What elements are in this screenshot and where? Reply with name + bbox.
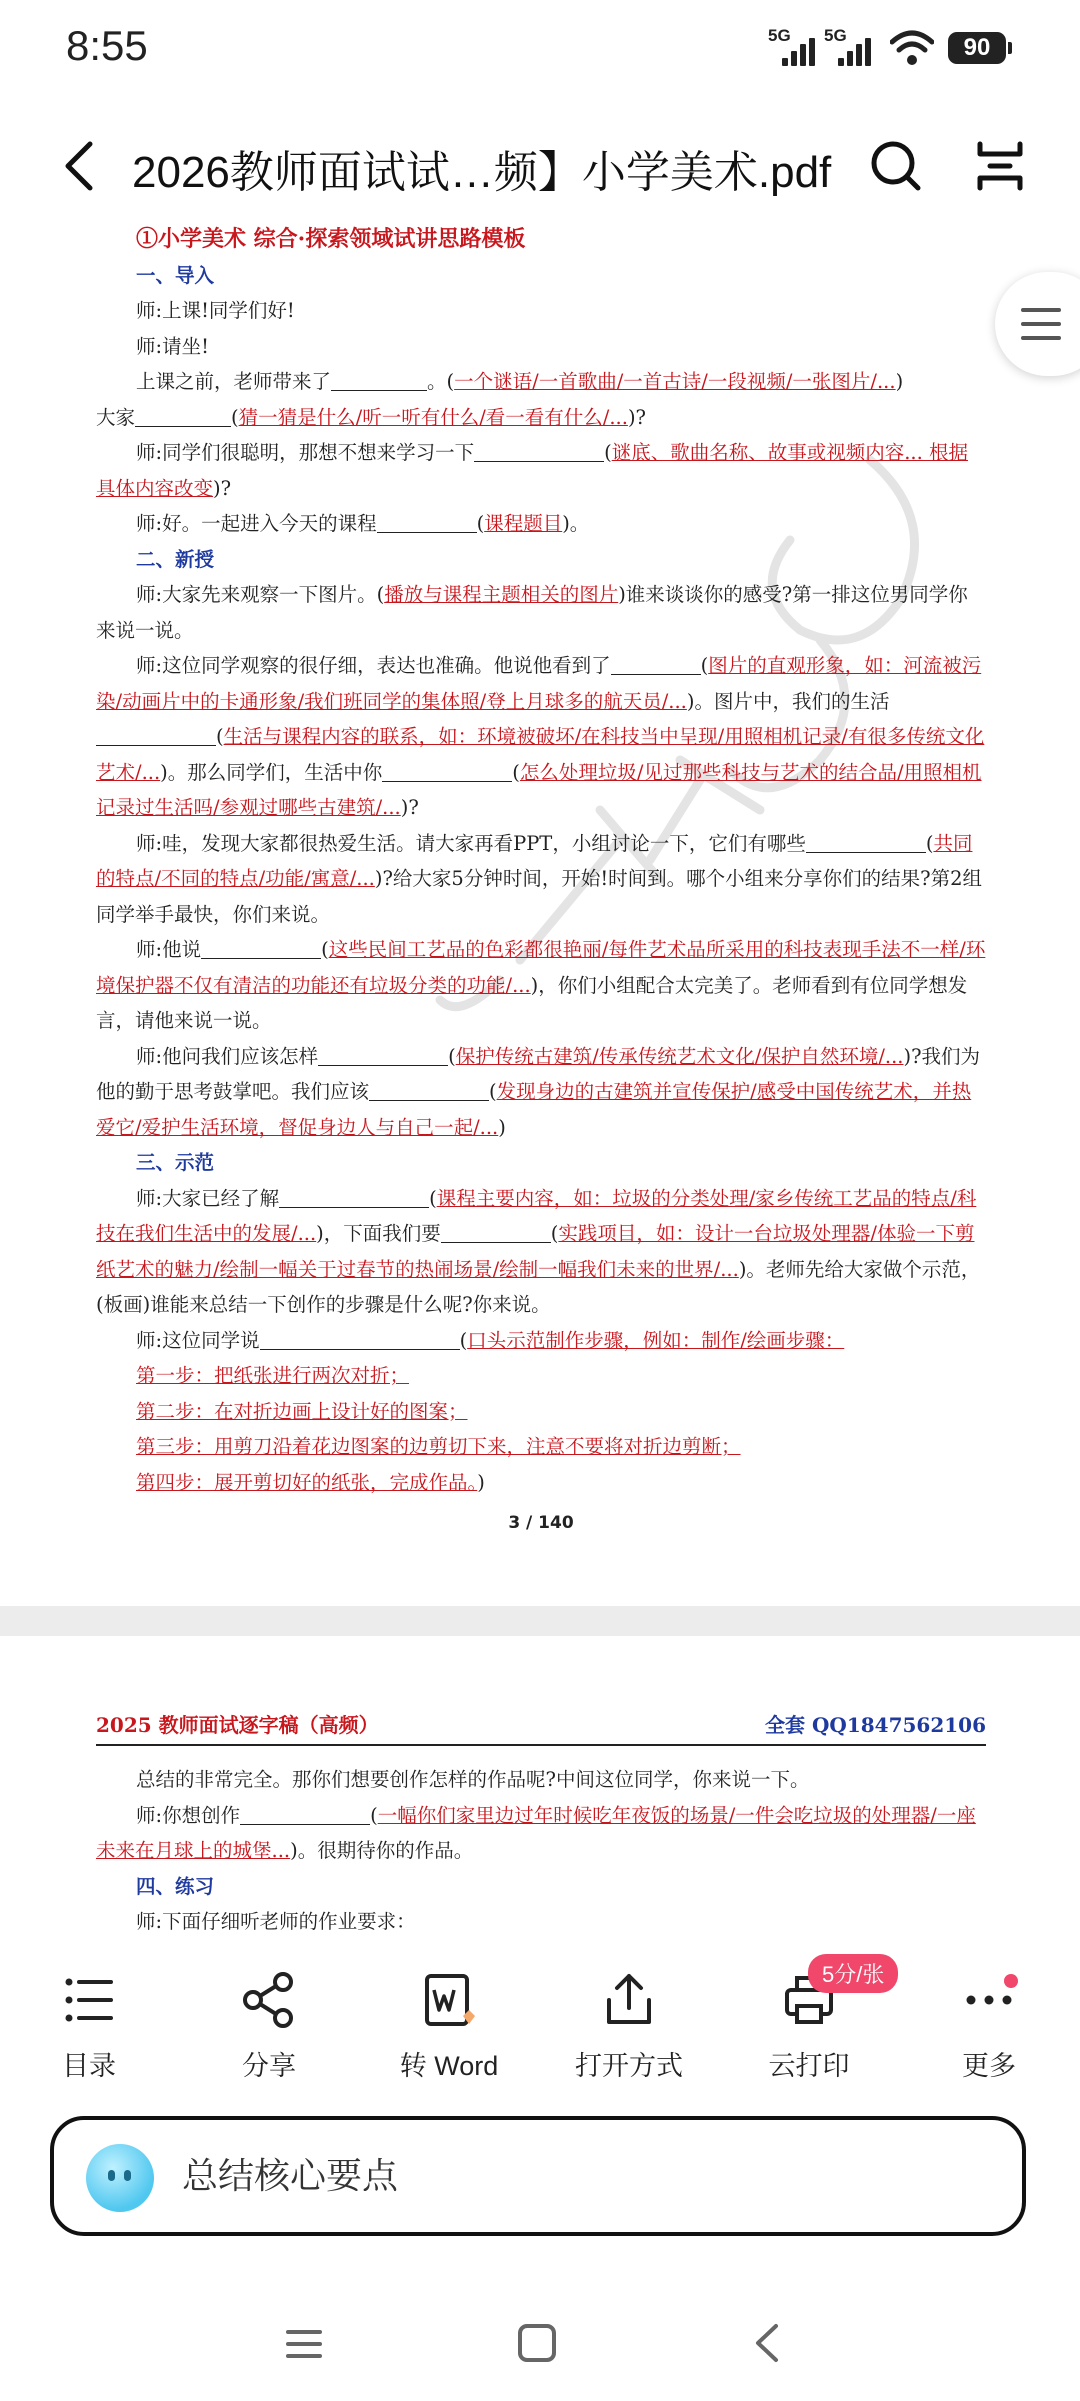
signal-bars-icon <box>838 38 872 66</box>
section-heading: 三、示范 <box>136 1151 215 1174</box>
clock: 8:55 <box>66 22 148 69</box>
step-line: 第二步：在对折边画上设计好的图案； <box>136 1399 468 1423</box>
bottom-toolbar <box>0 1940 1080 2090</box>
text-line: 师:上课!同学们好! <box>136 299 295 322</box>
cloud-print-button[interactable]: 云打印 <box>734 1970 884 2083</box>
text-line: 上课之前，老师带来了 。(一个谜语/一首歌曲/一首古诗/一段视频/一张图片/...) <box>136 370 904 393</box>
page-number: 3 / 140 <box>508 1513 574 1533</box>
battery-indicator: 90 <box>948 32 1006 64</box>
status-bar <box>0 0 1080 100</box>
share-button[interactable]: 分享 <box>194 1970 344 2083</box>
pdf-page <box>96 222 986 1542</box>
signal-1: 5G <box>768 26 828 66</box>
reading-mode-icon[interactable] <box>976 140 1024 192</box>
page-separator <box>0 1606 1080 1636</box>
text-line: 师:请坐! <box>136 334 209 358</box>
text-paragraph: 师:他说 (这些民间工艺品的色彩都很艳丽/每件艺术品所采用的科技表现手法不一样/环境保护器不仅有清洁的功能还有垃圾分类的功能/...)，你们小组配合太完美了。老师看到有位同学想发言，请他来说一说。 <box>96 938 986 1032</box>
toc-button[interactable]: 目录 <box>14 1970 164 2083</box>
word-convert-icon <box>419 1970 479 2030</box>
text-line: 师:这位同学说 (口头示范制作步骤，例如：制作/绘画步骤： <box>136 1328 845 1352</box>
pdf-page-next <box>96 1708 986 1975</box>
ai-summary-button[interactable] <box>50 2116 1026 2236</box>
signal-2: 5G <box>824 26 884 66</box>
convert-word-button[interactable]: 转 Word <box>374 1970 524 2083</box>
open-with-button[interactable]: 打开方式 <box>554 1970 704 2083</box>
ai-assistant-avatar <box>86 2144 154 2212</box>
wifi-icon <box>890 28 934 68</box>
text-paragraph: 师:哇，发现大家都很热爱生活。请大家再看PPT，小组讨论一下，它们有哪些 (共同的特点/不同的特点/功能/寓意/...)?给大家5分钟时间，开始!时间到。哪个小组来分享你们的结果?第2组同学举手最快，你们来说。 <box>96 831 983 926</box>
running-header: 2025 教师面试逐字稿（高频） 全套 QQ1847562106 <box>96 1708 986 1746</box>
open-with-icon <box>599 1970 659 2030</box>
text-line: 师:好。一起进入今天的课程 (课程题目)。 <box>136 512 590 535</box>
list-icon <box>59 1970 119 2030</box>
menu-nav-icon[interactable] <box>284 2324 324 2364</box>
back-arrow-icon[interactable] <box>60 138 100 194</box>
viewer-header <box>0 110 1080 220</box>
search-icon[interactable] <box>868 138 924 194</box>
ai-prompt-text: 总结核心要点 <box>182 2155 399 2196</box>
share-icon <box>239 1970 299 2030</box>
page-heading: ①小学美术 综合·探索领域试讲思路模板 <box>136 226 526 252</box>
text-paragraph: 师:这位同学观察的很仔细，表达也准确。他说他看到了 (图片的直观形象，如：河流被污染/动画片中的卡通形象/我们班同学的集体照/登上月球多的航天员/...)。图片中，我们的生活(生活与课程内容的联系，如：环境被破坏/在科技当中呈现/用照相机记录/有很多传统文化艺术/...)。那么同学们，生活中你 (怎么处理垃圾/见过那些科技与艺术的结合品/用照相机记录过生活吗/参观过哪些古建筑/...)? <box>96 654 985 819</box>
side-menu-handle[interactable] <box>995 272 1080 376</box>
text-line: 大家 (猜一猜是什么/听一听有什么/看一看有什么/...)? <box>96 405 646 429</box>
text-paragraph: 师:你想创作 (一幅你们家里边过年时候吃年夜饭的场景/一件会吃垃圾的处理器/一座未来在月球上的城堡...)。很期待你的作品。 <box>96 1803 976 1862</box>
back-nav-icon[interactable] <box>750 2322 784 2364</box>
signal-bars-icon <box>782 38 816 66</box>
section-heading: 一、导入 <box>136 263 215 287</box>
text-paragraph: 师:大家已经了解 (课程主要内容，如：垃圾的分类处理/家乡传统工艺品的特点/科技在我们生活中的发展/...)，下面我们要 (实践项目，如：设计一台垃圾处理器/体验一下剪纸艺术的魅力/绘制一幅关于过春节的热闹场景/绘制一幅我们未来的世界/...)。老师先给大家做个示范，(板画)谁能来总结一下创作的步骤是什么呢?你来说。 <box>96 1186 981 1316</box>
step-line: 第三步：用剪刀沿着花边图案的边剪切下来，注意不要将对折边剪断； <box>136 1435 741 1458</box>
document-title: 2026教师面试试…频】小学美术.pdf <box>132 148 832 197</box>
print-price-badge: 5分/张 <box>808 1954 898 1993</box>
text-line: 总结的非常完全。那你们想要创作怎样的作品呢?中间这位同学，你来说一下。 <box>136 1768 810 1791</box>
section-heading: 四、练习 <box>136 1874 215 1898</box>
text-paragraph: 师:大家先来观察一下图片。(播放与课程主题相关的图片)谁来谈谈你的感受?第一排这位男同学你来说一说。 <box>96 583 968 642</box>
system-nav-bar <box>0 2300 1080 2401</box>
text-paragraph: 师:他问我们应该怎样 (保护传统古建筑/传承传统艺术文化/保护自然环境/...)?我们为他的勤于思考鼓掌吧。我们应该 (发现身边的古建筑并宣传保护/感受中国传统艺术，并热爱它/爱护生活环境，督促身边人与自己一起/...) <box>96 1044 981 1139</box>
step-line: 第四步：展开剪切好的纸张，完成作品。) <box>136 1470 485 1494</box>
text-paragraph: 师:同学们很聪明，那想不想来学习一下 (谜底、歌曲名称、故事或视频内容... 根据具体内容改变)? <box>96 441 968 500</box>
home-nav-icon[interactable] <box>516 2322 558 2364</box>
step-line: 第一步：把纸张进行两次对折； <box>136 1364 410 1387</box>
text-line: 师:下面仔细听老师的作业要求： <box>136 1910 416 1933</box>
more-button[interactable]: 更多 <box>914 1970 1064 2083</box>
section-heading: 二、新授 <box>136 547 215 571</box>
notification-dot <box>1004 1974 1018 1988</box>
